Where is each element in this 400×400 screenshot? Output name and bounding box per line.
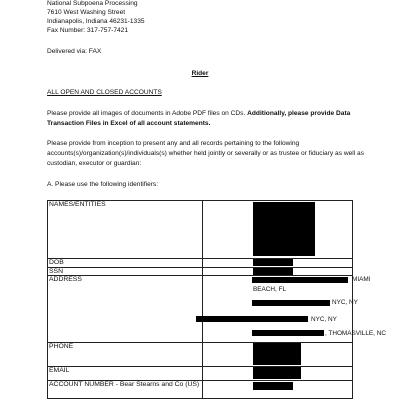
names-value xyxy=(203,201,353,259)
address-line-3: NYC, NY xyxy=(332,299,358,307)
paragraph-records-request: Please provide from inception to present any and all records pertaining to the following accounts(s)/organization(s)/individuals(s) whether held jointly or severally or as trustee or fiduciary as well as custodian, executor or guardian: xyxy=(47,140,364,167)
table-row-email xyxy=(48,367,353,381)
item-a-identifiers: A. Please use the following identifiers: xyxy=(47,181,159,188)
address-line-4: NYC, NY xyxy=(311,316,337,324)
redaction-block xyxy=(252,300,330,306)
header-org: National Subpoena Processing xyxy=(47,0,138,7)
dob-label: DOB xyxy=(48,259,203,268)
table-row-account xyxy=(48,381,353,399)
email-label: EMAIL xyxy=(48,367,203,381)
rider-title: Rider xyxy=(191,70,209,77)
account-value xyxy=(203,381,353,399)
paragraph-pdf-normal: Please provide all images of documents in Adobe PDF files on CDs. xyxy=(47,110,248,117)
ssn-label: SSN xyxy=(48,267,203,276)
address-line-5: , THOMASVILLE, NC xyxy=(325,330,386,338)
address-line-2: BEACH, FL xyxy=(253,286,287,294)
paragraph-pdf-request xyxy=(47,109,365,129)
table-row-dob xyxy=(48,259,353,268)
redaction-block xyxy=(253,382,293,390)
redaction-block xyxy=(252,330,324,336)
names-label: NAMES/ENTITIES xyxy=(48,201,203,259)
paragraph-pdf-bold: Additionally, please provide Data Transaction Files in Excel of all account statements. xyxy=(47,110,351,127)
identifiers-table xyxy=(47,200,386,399)
redaction-block xyxy=(253,259,293,266)
table-row-names xyxy=(48,201,353,259)
redaction-block xyxy=(253,202,315,256)
ssn-value xyxy=(203,267,353,276)
delivery-method: Delivered via: FAX xyxy=(47,48,102,55)
redaction-block xyxy=(252,277,348,283)
account-label: ACCOUNT NUMBER - Bear Stearns and Co (US) xyxy=(48,381,203,399)
table-row-phone xyxy=(48,343,353,367)
phone-value xyxy=(203,343,353,367)
redaction-block xyxy=(253,367,301,379)
redaction-block xyxy=(196,316,308,322)
address-block xyxy=(204,276,386,342)
address-label: ADDRESS xyxy=(48,276,203,343)
phone-label: PHONE xyxy=(48,343,203,367)
address-line-1: MIAMI xyxy=(352,276,371,284)
dob-value xyxy=(203,259,353,268)
address-value xyxy=(203,276,386,343)
table-row-ssn xyxy=(48,267,353,276)
header-fax: Fax Number: 317-757-7421 xyxy=(47,27,129,34)
redaction-block xyxy=(253,343,301,365)
table-row-address xyxy=(48,276,353,343)
redaction-block xyxy=(253,268,293,275)
header-street: 7610 West Washing Street xyxy=(47,9,126,16)
header-city: Indianapolis, Indiana 46231-1335 xyxy=(47,18,145,25)
section-heading: ALL OPEN AND CLOSED ACCOUNTS xyxy=(47,89,162,96)
email-value xyxy=(203,367,353,381)
